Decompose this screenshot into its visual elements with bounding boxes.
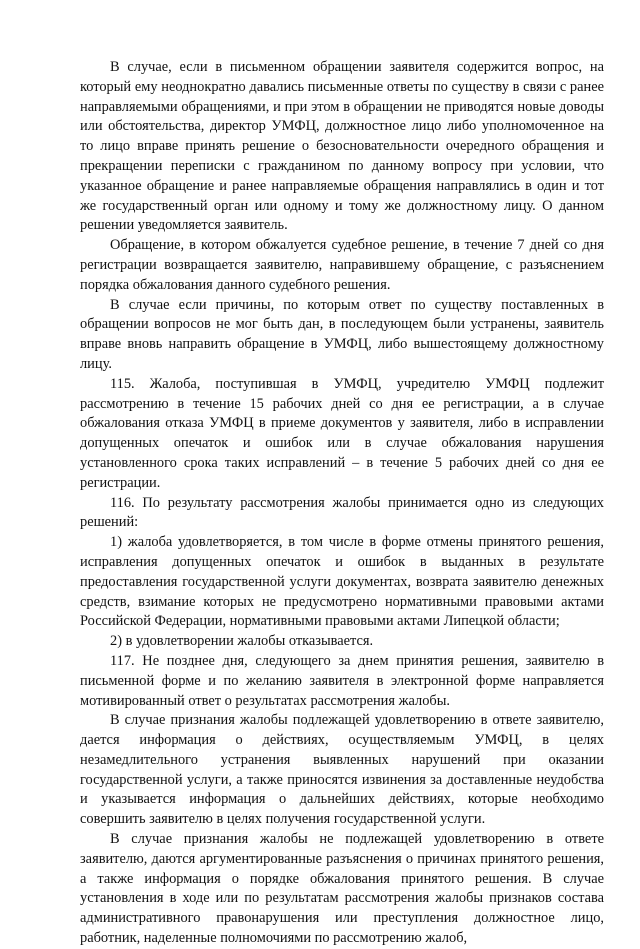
paragraph-item-116-option-1: 1) жалоба удовлетворяется, в том числе в форме отмены принятого решения, исправления допущенных опечаток и ошибок в выданных в результате предоставления государственной услуги документах, возврата заявителю денежных средств, взимание которых не предусмотрено нормативными правовыми актами Российской Федерации, нормативными правовыми актами Липецкой области;: [80, 534, 604, 630]
paragraph-complaint-satisfied: В случае признания жалобы подлежащей удовлетворению в ответе заявителю, дается информация о действиях, осуществляемым УМФЦ, в целях незамедлительного устранения выявленных нарушений при оказании государственной услуги, а также приносятся извинения за доставленные неудобства и указывается информация о дальнейших действиях, которые необходимо совершить заявителю в целях получения государственной услуги.: [80, 712, 604, 828]
paragraph-item-116: 116. По результату рассмотрения жалобы принимается одно из следующих решений:: [80, 494, 604, 531]
paragraph-repeated-appeal: В случае, если в письменном обращении заявителя содержится вопрос, на который ему неоднократно давались письменные ответы по существу в связи с ранее направляемыми обращениями, и при этом в обращении не приводятся новые доводы или обстоятельства, директор УМФЦ, должностное лицо либо уполномоченное на то лицо вправе принять решение о безосновательности очередного обращения и прекращении переписки с гражданином по данному вопросу при условии, что указанное обращение и ранее направляемые обращения направлялись в один и тот же государственный орган или одному и тому же должностному лицу. О данном решении уведомляется заявитель.: [80, 59, 604, 234]
document-body: [80, 58, 604, 949]
paragraph-complaint-rejected: В случае признания жалобы не подлежащей удовлетворению в ответе заявителю, даются аргументированные разъяснения о причинах принятого решения, а также информация о порядке обжалования принятого решения. В случае установления в ходе или по результатам рассмотрения жалобы признаков состава административного правонарушения или преступления должностное лицо, работник, наделенные полномочиями по рассмотрению жалоб,: [80, 831, 604, 947]
paragraph-item-116-option-2: 2) в удовлетворении жалобы отказывается.: [110, 633, 374, 650]
paragraph-reasons-eliminated: В случае если причины, по которым ответ по существу поставленных в обращении вопросов не мог быть дан, в последующем были устранены, заявитель вправе вновь направить обращение в УМФЦ, либо вышестоящему должностному лицу.: [80, 296, 604, 372]
paragraph-item-117: 117. Не позднее дня, следующего за днем принятия решения, заявителю в письменной форме и по желанию заявителя в электронной форме направляется мотивированный ответ о результатах рассмотрения жалобы.: [80, 652, 604, 709]
paragraph-item-115: 115. Жалоба, поступившая в УМФЦ, учредителю УМФЦ подлежит рассмотрению в течение 15 рабочих дней со дня ее регистрации, а в случае обжалования отказа УМФЦ в приеме документов у заявителя, либо в исправлении допущенных опечаток и ошибок или в случае обжалования нарушения установленного срока таких исправлений – в течение 5 рабочих дней со дня ее регистрации.: [80, 375, 604, 491]
paragraph-court-decision: Обращение, в котором обжалуется судебное решение, в течение 7 дней со дня регистрации возвращается заявителю, направившему обращение, с разъяснением порядка обжалования данного судебного решения.: [80, 237, 604, 293]
